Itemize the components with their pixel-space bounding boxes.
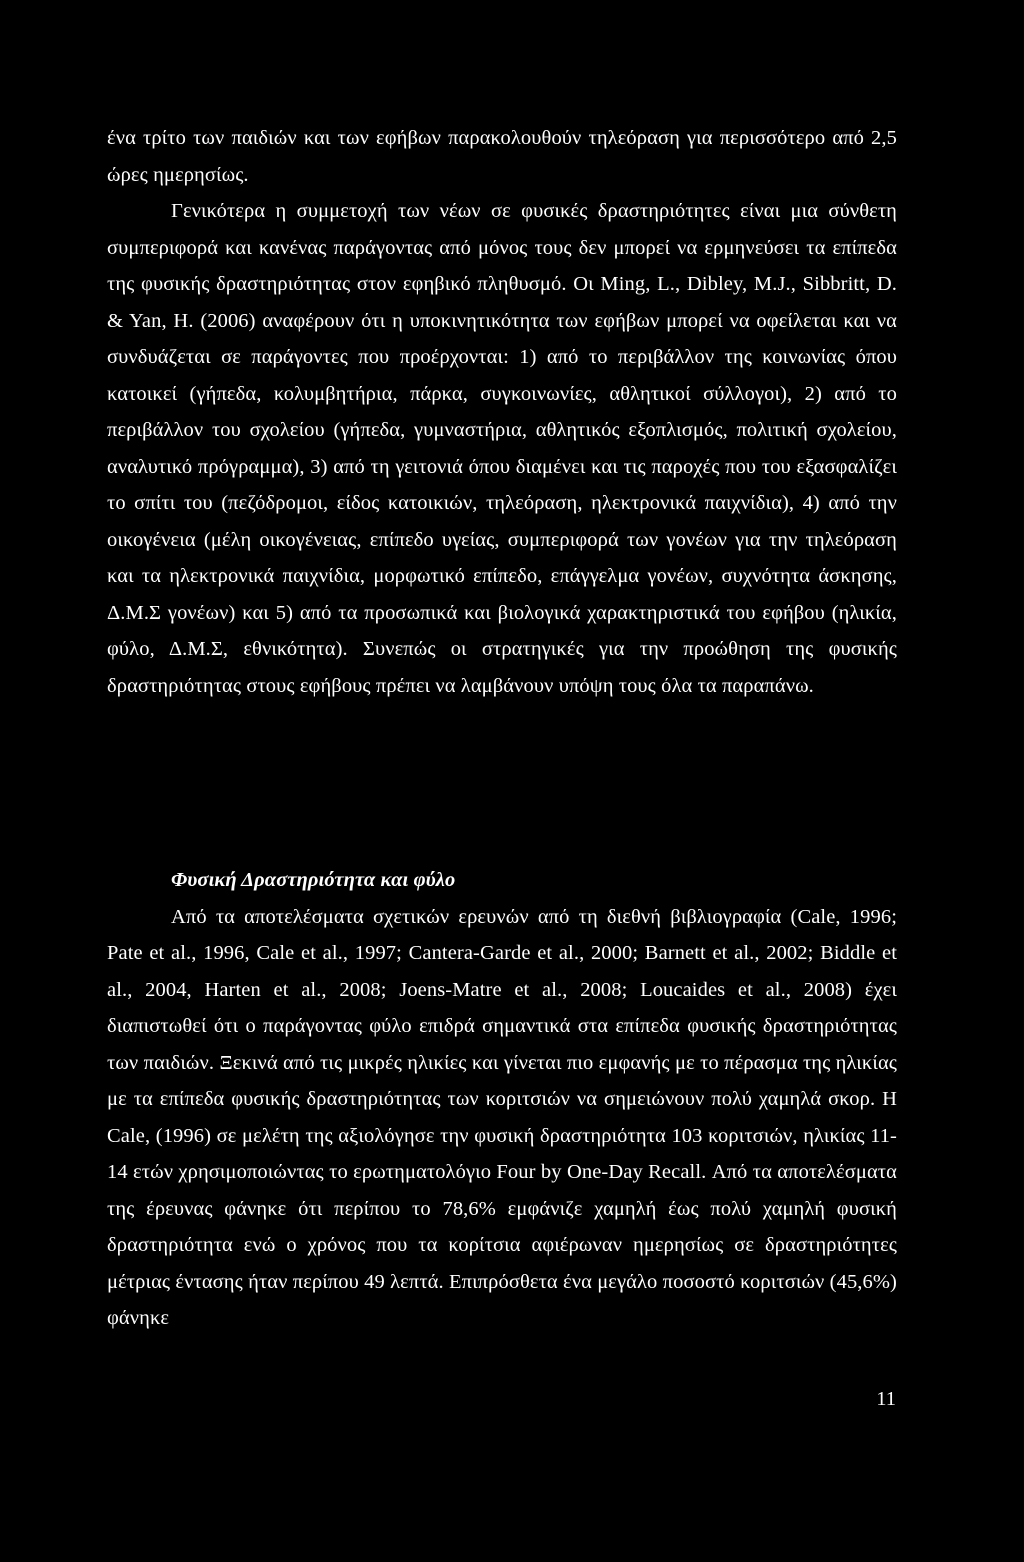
text-block-top [107,120,897,704]
paragraph-gender-research: Από τα αποτελέσματα σχετικών ερευνών από τη διεθνή βιβλιογραφία (Cale, 1996; Pate et al., 1996, Cale et al., 1997; Cantera-Garde et al., 2000; Barnett et al., 2002; Biddle et al., 2004, Harten et al., 2008; Joens-Matre et al., 2008; Loucaides et al., 2008) έχει διαπιστωθεί ότι ο παράγοντας φύλο επιδρά σημαντικά στα επίπεδα φυσικής δραστηριότητας των παιδιών. Ξεκινά από τις μικρές ηλικίες και γίνεται πιο εμφανής με το πέρασμα της ηλικίας με τα επίπεδα φυσικής δραστηριότητας των κοριτσιών να σημειώνουν πολύ χαμηλά σκορ. Η Cale, (1996) σε μελέτη της αξιολόγησε την φυσική δραστηριότητα 103 κοριτσιών, ηλικίας 11-14 ετών χρησιμοποιώντας το ερωτηματολόγιο Four by One-Day Recall. Από τα αποτελέσματα της έρευνας φάνηκε ότι περίπου το 78,6% εμφάνιζε χαμηλή έως πολύ χαμηλή φυσική δραστηριότητα ενώ ο χρόνος που τα κορίτσια αφιέρωναν ημερησίως σε δραστηριότητες μέτριας έντασης ήταν περίπου 49 λεπτά. Επιπρόσθετα ένα μεγάλο ποσοστό κοριτσιών (45,6%) φάνηκε [107,905,897,1329]
paragraph-youth-activity-factors: Γενικότερα η συμμετοχή των νέων σε φυσικές δραστηριότητες είναι μια σύνθετη συμπεριφορά και κανένας παράγοντας από μόνος τους δεν μπορεί να ερμηνεύσει τα επίπεδα της φυσικής δραστηριότητας στον εφηβικό πληθυσμό. Οι Ming, L., Dibley, M.J., Sibbritt, D. & Yan, H. (2006) αναφέρουν ότι η υποκινητικότητα των εφήβων μπορεί να οφείλεται και να συνδυάζεται σε παράγοντες που προέρχονται: 1) από το περιβάλλον της κοινωνίας όπου κατοικεί (γήπεδα, κολυμβητήρια, πάρκα, συγκοινωνίες, αθλητικοί σύλλογοι), 2) από το περιβάλλον του σχολείου (γήπεδα, γυμναστήρια, αθλητικός εξοπλισμός, πολιτική σχολείου, αναλυτικό πρόγραμμα), 3) από τη γειτονιά όπου διαμένει και τις παροχές που του εξασφαλίζει το σπίτι του (πεζόδρομοι, είδος κατοικιών, τηλεόραση, ηλεκτρονικά παιχνίδια), 4) από την οικογένεια (μέλη οικογένειας, επίπεδο υγείας, συμπεριφορά των γονέων για την τηλεόραση και τα ηλεκτρονικά παιχνίδια, μορφωτικό επίπεδο, επάγγελμα γονέων, συχνότητα άσκησης, Δ.Μ.Σ γονέων) και 5) από τα προσωπικά και βιολογικά χαρακτηριστικά του εφήβου (ηλικία, φύλο, Δ.Μ.Σ, εθνικότητα). Συνεπώς οι στρατηγικές για την προώθηση της φυσικής δραστηριότητας στους εφήβους πρέπει να λαμβάνουν υπόψη τους όλα τα παραπάνω. [107,200,897,697]
page-number: 11 [876,1388,896,1410]
paragraph-continuation: ένα τρίτο των παιδιών και των εφήβων παρακολουθούν τηλεόραση για περισσότερο από 2,5 ώρες ημερησίως. [107,127,897,186]
section-heading: Φυσική Δραστηριότητα και φύλο [171,869,456,891]
text-block-section [107,862,897,1337]
